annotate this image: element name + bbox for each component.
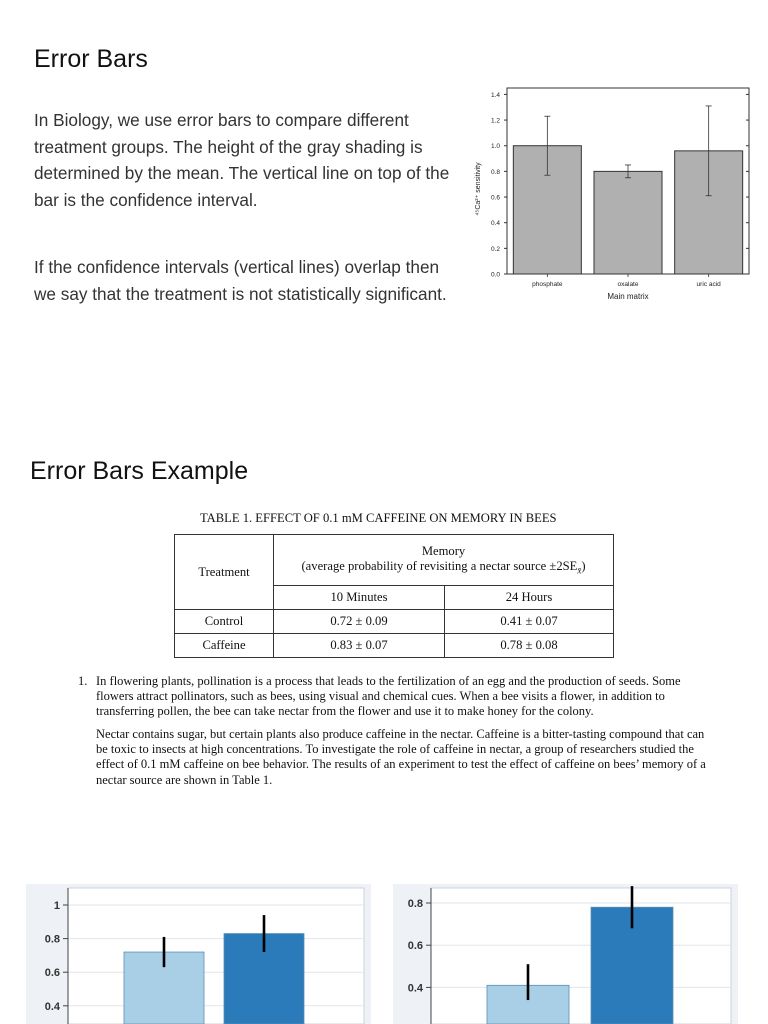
x-tick-label: uric acid bbox=[696, 281, 721, 288]
y-axis-label: ⁴⁵Ca²⁺ sensitivity bbox=[475, 162, 482, 216]
memory-title: Memory bbox=[421, 544, 466, 559]
table-cell: Control bbox=[175, 610, 274, 634]
table-row bbox=[175, 634, 614, 658]
significance-paragraph: If the confidence intervals (vertical lines) overlap then we say that the treatment is not statistically significant. bbox=[34, 257, 447, 304]
memory-subtitle: (average probability of revisiting a nectar source $\pm 2SE_{x̄}$) bbox=[301, 559, 586, 576]
section-title: Error Bars Example bbox=[30, 457, 249, 485]
question-number: 1. bbox=[78, 674, 88, 688]
y-tick-label: 0.8 bbox=[407, 898, 423, 910]
question-paragraph: In flowering plants, pollination is a process that leads to the fertilization of an egg and the production of seeds. Some flowers attract pollinators, such as bees, using visual and chemical cues. When a bee visits a flower, in addition to transferring pollen, the bee can take nectar from the flower and use it to make honey for the colony. bbox=[96, 674, 681, 719]
y-tick-label: 0.4 bbox=[44, 1000, 60, 1013]
y-tick-label: 0.6 bbox=[44, 967, 60, 980]
table-caption: TABLE 1. EFFECT OF 0.1 mM CAFFEINE ON MEMORY IN BEES bbox=[200, 511, 557, 525]
y-tick-label: 0.4 bbox=[407, 982, 423, 995]
matrix-bar-chart bbox=[462, 85, 752, 310]
y-tick-label: 0.8 bbox=[44, 933, 60, 946]
plot-area bbox=[431, 888, 731, 1024]
table-row bbox=[175, 610, 614, 634]
col-header-24-hours: 24 Hours bbox=[445, 586, 614, 610]
table-cell: Caffeine bbox=[175, 634, 274, 658]
y-tick-label: 0.8 bbox=[490, 168, 500, 176]
explanation-paragraph: In Biology, we use error bars to compare different treatment groups. The height of the gray shading is determined by the mean. The vertical line on top of the bar is the confidence interval. bbox=[34, 110, 450, 210]
table-cell: 0.41 ± 0.07 bbox=[445, 610, 614, 634]
table-cell: 0.72 ± 0.09 bbox=[274, 610, 445, 634]
treatment-header: Treatment bbox=[175, 535, 274, 610]
y-tick-label: 0.0 bbox=[490, 271, 500, 279]
bar bbox=[594, 171, 662, 274]
x-axis-label: Main matrix bbox=[607, 292, 649, 301]
caffeine-memory-table bbox=[174, 534, 614, 658]
y-tick-label: 0.6 bbox=[490, 194, 500, 202]
y-tick-label: 0.6 bbox=[407, 940, 423, 953]
y-tick-label: 1.4 bbox=[490, 91, 500, 99]
table-cell: 0.78 ± 0.08 bbox=[445, 634, 614, 658]
twenty-four-hours-bar-chart bbox=[393, 884, 738, 1024]
table-cell: 0.83 ± 0.07 bbox=[274, 634, 445, 658]
y-tick-label: 0.2 bbox=[490, 245, 500, 253]
section-title: Error Bars bbox=[34, 45, 148, 73]
memory-header bbox=[274, 535, 614, 586]
y-tick-label: 1 bbox=[53, 900, 60, 912]
x-tick-label: oxalate bbox=[617, 281, 639, 288]
y-tick-label: 0.4 bbox=[490, 220, 500, 228]
y-tick-label: 1.2 bbox=[490, 117, 500, 125]
y-tick-label: 1.0 bbox=[490, 143, 500, 151]
question-paragraph: Nectar contains sugar, but certain plants also produce caffeine in the nectar. Caffeine is a bitter-tasting compound that can be toxic to insects at high concentrations. To investigate the role of caffeine in nectar, a group of researchers studied the effect of 0.1 mM caffeine on bee behavior. The results of an experiment to test the effect of caffeine on bees’ memory of a nectar source are shown in Table 1. bbox=[96, 727, 706, 787]
col-header-10-minutes: 10 Minutes bbox=[274, 586, 445, 610]
ten-minutes-bar-chart bbox=[26, 884, 371, 1024]
plot-area bbox=[68, 888, 364, 1024]
x-tick-label: phosphate bbox=[532, 281, 563, 288]
